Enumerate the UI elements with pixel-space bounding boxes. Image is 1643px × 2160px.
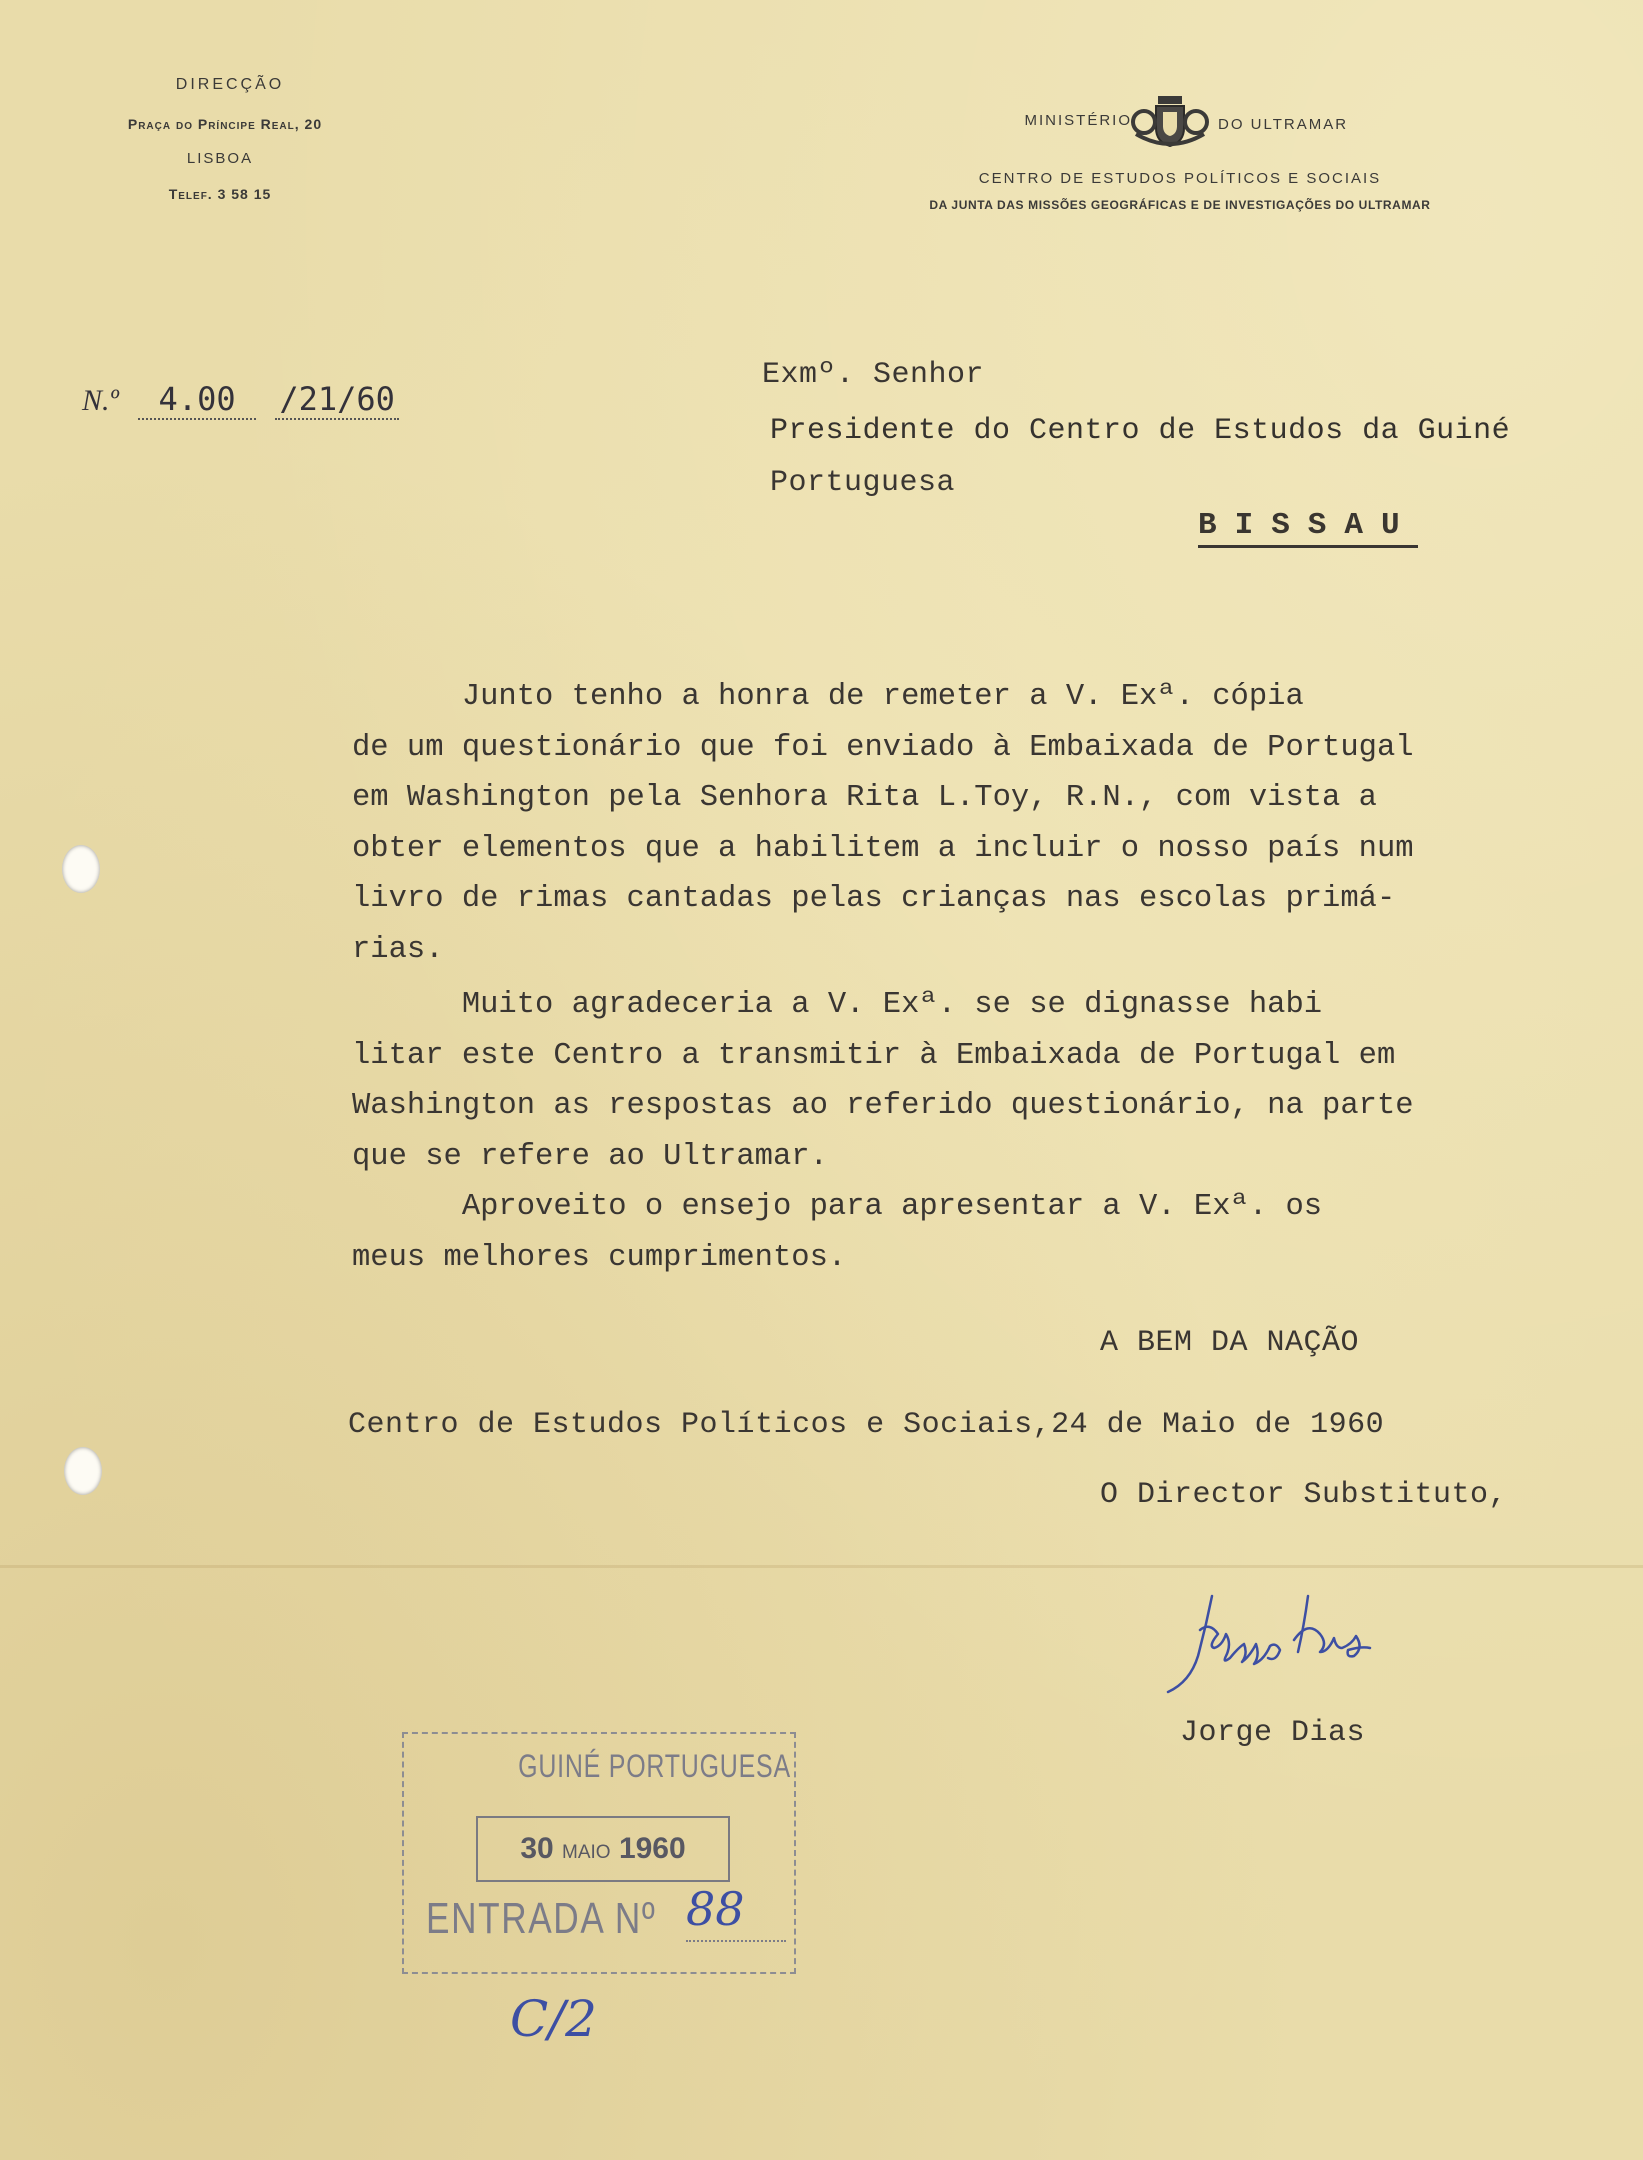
addressee-salutation: Exmº. Senhor [762, 358, 985, 392]
stamp-date-day: 30 [520, 1832, 554, 1865]
stamp-entrada-label: ENTRADA Nº [426, 1894, 657, 1943]
entry-stamp [402, 1732, 796, 1974]
reference-main-number: 4.00 [138, 380, 256, 420]
coat-of-arms-icon [1130, 92, 1210, 154]
reference-number [82, 380, 399, 420]
body-paragraph-2 [352, 980, 1552, 1182]
letterhead-ultramar: DO ULTRAMAR [1218, 116, 1349, 133]
stamp-date [476, 1816, 730, 1882]
letterhead-city: LISBOA [186, 150, 254, 167]
stamp-entrada-number: 88 [686, 1882, 745, 1936]
stamp-date-year: 1960 [618, 1832, 686, 1865]
reference-suffix: /21/60 [275, 380, 399, 420]
handwritten-note: C/2 [510, 1990, 597, 2048]
body-line: de um questionário que foi enviado à Embaixada de Portugal [352, 730, 1414, 765]
stamp-dotted-line [686, 1940, 786, 1942]
body-line: Aproveito o ensejo para apresentar a V. Exª. os [352, 1190, 1323, 1224]
body-line: litar este Centro a transmitir à Embaixada de Portugal em [352, 1038, 1396, 1073]
addressee-line1: Presidente do Centro de Estudos da Guiné [770, 414, 1511, 448]
body-line: Junto tenho a honra de remeter a V. Exª. cópia [352, 680, 1304, 714]
body-line: em Washington pela Senhora Rita L.Toy, R.N., com vista a [352, 781, 1377, 815]
body-line: Muito agradeceria a V. Exª. se se dignasse habi [352, 988, 1323, 1022]
body-line: rias. [352, 932, 444, 967]
letterhead-address: Praça do Príncipe Real, 20 [127, 116, 323, 132]
letterhead-centre: CENTRO DE ESTUDOS POLÍTICOS E SOCIAIS [978, 170, 1382, 187]
body-line: que se refere ao Ultramar. [352, 1139, 828, 1174]
letterhead-junta: DA JUNTA DAS MISSÕES GEOGRÁFICAS E DE INVESTIGAÇÕES DO ULTRAMAR [929, 198, 1431, 212]
reference-label: N.º [82, 384, 119, 417]
body-line: livro de rimas cantadas pelas crianças nas escolas primá- [352, 882, 1396, 916]
body-paragraph-3 [352, 1182, 1552, 1283]
body-line: obter elementos que a habilitem a incluir o nosso país num [352, 831, 1414, 866]
handwritten-signature [1160, 1590, 1390, 1700]
letterhead-direccao: DIRECÇÃO [175, 76, 285, 93]
body-paragraph-1 [352, 672, 1552, 975]
letterhead-ministerio: MINISTÉRIO [1024, 112, 1132, 129]
body-line: meus melhores cumprimentos. [352, 1240, 847, 1275]
closing-place-date: Centro de Estudos Políticos e Sociais,24 de Maio de 1960 [348, 1408, 1385, 1442]
closing-title: O Director Substituto, [1100, 1478, 1508, 1512]
paper-fold-top [0, 1565, 1643, 1568]
closing-motto: A BEM DA NAÇÃO [1100, 1326, 1360, 1360]
stamp-header: GUINÉ PORTUGUESA [518, 1748, 791, 1784]
letterhead-phone: Telef. 3 58 15 [168, 186, 272, 202]
addressee-line2: Portuguesa [770, 466, 956, 500]
punch-hole-lower [64, 1447, 102, 1495]
body-line: Washington as respostas ao referido questionário, na parte [352, 1089, 1414, 1123]
closing-name: Jorge Dias [1180, 1716, 1366, 1750]
punch-hole-upper [62, 845, 100, 893]
addressee-city: BISSAU [1198, 508, 1418, 548]
stamp-date-month: MAIO [562, 1842, 611, 1863]
